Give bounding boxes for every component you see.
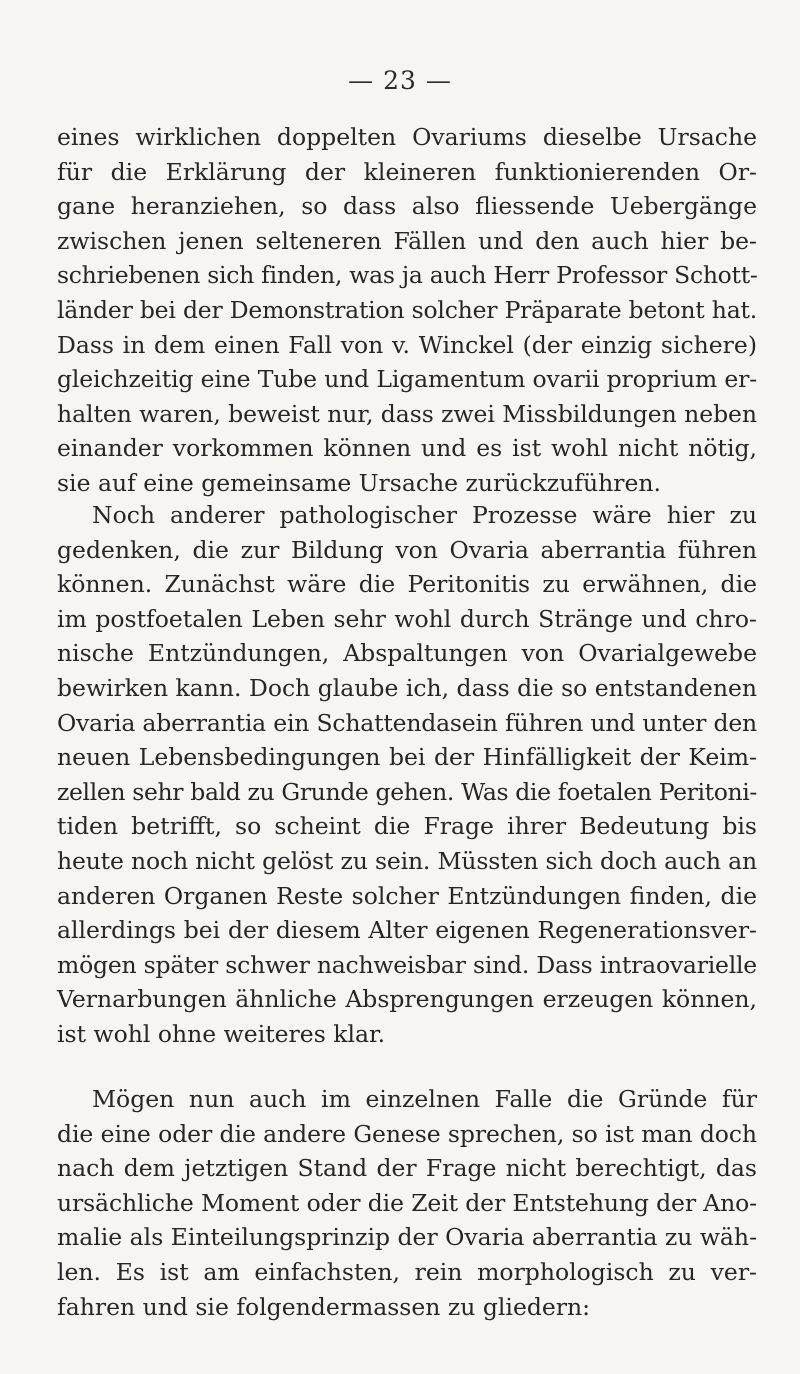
text-line: können. Zunächst wäre die Peritonitis zu erwähnen, die: [57, 570, 757, 599]
text-line: gane heranziehen, so dass also fliessende Uebergänge: [57, 192, 757, 221]
text-line: neuen Lebensbedingungen bei der Hinfälligkeit der Keim-: [57, 743, 757, 772]
text-line: gedenken, die zur Bildung von Ovaria aberrantia führen: [57, 535, 757, 564]
text-line: Ovaria aberrantia ein Schattendasein führen und unter den: [57, 708, 757, 737]
text-line: sie auf eine gemeinsame Ursache zurückzuführen.: [57, 468, 662, 497]
text-line: im postfoetalen Leben sehr wohl durch Stränge und chro-: [57, 604, 757, 633]
text-line: zwischen jenen selteneren Fällen und den auch hier be-: [57, 226, 757, 255]
text-line: mögen später schwer nachweisbar sind. Dass intraovarielle: [57, 950, 757, 979]
text-line: allerdings bei der diesem Alter eigenen Regenerationsver-: [57, 916, 757, 945]
paragraph-2: [57, 498, 757, 1052]
paragraph-3: [57, 1082, 757, 1324]
text-line: anderen Organen Reste solcher Entzündungen finden, die: [57, 881, 757, 910]
paragraph-1: [57, 120, 757, 501]
text-line: fahren und sie folgendermassen zu gliedern:: [57, 1292, 591, 1321]
text-line: len. Es ist am einfachsten, rein morphologisch zu ver-: [57, 1257, 757, 1286]
text-line: gleichzeitig eine Tube und Ligamentum ovarii proprium er-: [57, 365, 757, 394]
text-line: zellen sehr bald zu Grunde gehen. Was die foetalen Peritoni-: [57, 777, 758, 806]
text-line: die eine oder die andere Genese sprechen, so ist man doch: [57, 1119, 757, 1148]
text-line: nische Entzündungen, Abspaltungen von Ovarialgewebe: [57, 639, 757, 668]
text-line: ursächliche Moment oder die Zeit der Entstehung der Ano-: [57, 1188, 757, 1217]
text-line: Mögen nun auch im einzelnen Falle die Gründe für: [92, 1085, 757, 1113]
text-line: halten waren, beweist nur, dass zwei Missbildungen neben: [57, 399, 757, 428]
text-line: heute noch nicht gelöst zu sein. Müssten sich doch auch an: [57, 846, 757, 875]
text-line: malie als Einteilungsprinzip der Ovaria aberrantia zu wäh-: [57, 1223, 757, 1252]
text-line: Vernarbungen ähnliche Absprengungen erzeugen können,: [57, 985, 757, 1014]
text-line: Noch anderer pathologischer Prozesse wäre hier zu: [92, 501, 757, 529]
text-line: nach dem jetztigen Stand der Frage nicht berechtigt, das: [57, 1154, 757, 1183]
text-line: ist wohl ohne weiteres klar.: [57, 1019, 386, 1048]
text-line: eines wirklichen doppelten Ovariums dieselbe Ursache: [57, 123, 757, 151]
text-line: bewirken kann. Doch glaube ich, dass die so entstandenen: [57, 673, 757, 702]
text-line: einander vorkommen können und es ist wohl nicht nötig,: [57, 434, 757, 463]
text-line: schriebenen sich finden, was ja auch Herr Professor Schott-: [57, 261, 758, 290]
text-line: tiden betrifft, so scheint die Frage ihrer Bedeutung bis: [57, 812, 757, 841]
page-number: — 23 —: [348, 66, 452, 95]
text-line: Dass in dem einen Fall von v. Winckel (der einzig sichere): [57, 330, 757, 359]
text-line: für die Erklärung der kleineren funktionierenden Or-: [57, 157, 757, 186]
text-line: länder bei der Demonstration solcher Präparate betont hat.: [57, 295, 757, 324]
